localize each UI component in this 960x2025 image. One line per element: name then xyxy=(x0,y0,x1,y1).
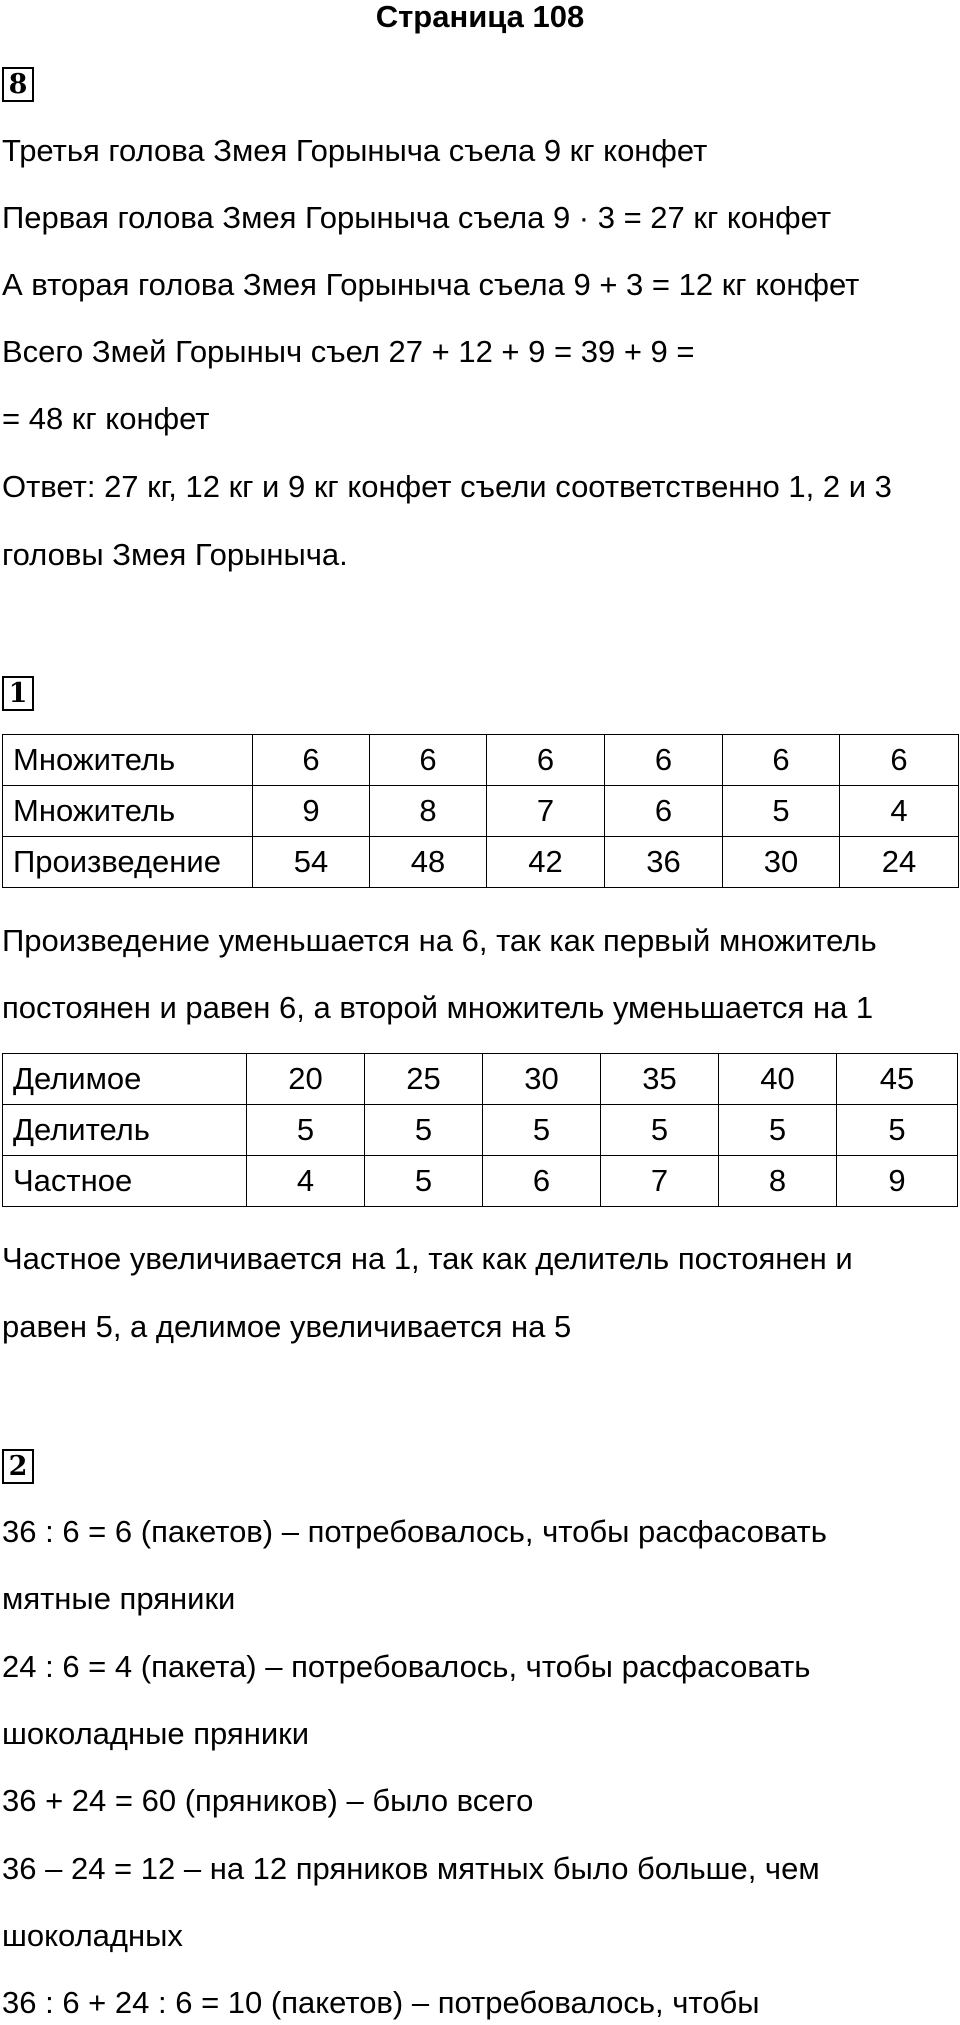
table-cell: 6 xyxy=(723,735,840,786)
task2-line-6: 36 – 24 = 12 – на 12 пряников мятных было больше, чем xyxy=(2,1851,820,1886)
table-cell: 30 xyxy=(723,837,840,888)
table-cell: 30 xyxy=(483,1054,601,1105)
table-cell: 35 xyxy=(601,1054,719,1105)
table-cell: 45 xyxy=(837,1054,958,1105)
table-row xyxy=(3,1156,958,1207)
table-cell: 6 xyxy=(605,786,723,837)
task2-line-4: шоколадные пряники xyxy=(2,1716,310,1751)
task1-explanation-1-line-1: Произведение уменьшается на 6, так как первый множитель xyxy=(2,923,877,958)
page-title: Страница 108 xyxy=(375,0,585,34)
task2-line-5: 36 + 24 = 60 (пряников) – было всего xyxy=(2,1783,534,1818)
task8-line-2: Первая голова Змея Горыныча съела 9 · 3 = 27 кг конфет xyxy=(2,200,832,235)
task8-line-6: Ответ: 27 кг, 12 кг и 9 кг конфет съели соответственно 1, 2 и 3 xyxy=(2,469,892,504)
row-label: Частное xyxy=(3,1156,247,1207)
division-table xyxy=(2,1053,958,1207)
table-row xyxy=(3,1054,958,1105)
table-row xyxy=(3,786,959,837)
task8-line-5: = 48 кг конфет xyxy=(2,401,210,436)
table-cell: 5 xyxy=(247,1105,365,1156)
table-cell: 5 xyxy=(601,1105,719,1156)
table-cell: 6 xyxy=(487,735,605,786)
task-number-2: 2 xyxy=(2,1449,34,1484)
table-cell: 9 xyxy=(837,1156,958,1207)
table-cell: 6 xyxy=(370,735,487,786)
task2-line-8: 36 : 6 + 24 : 6 = 10 (пакетов) – потребовалось, чтобы xyxy=(2,1985,760,2020)
row-label: Произведение xyxy=(3,837,253,888)
task8-line-4: Всего Змей Горыныч съел 27 + 12 + 9 = 39 + 9 = xyxy=(2,334,695,369)
row-label: Делитель xyxy=(3,1105,247,1156)
table-cell: 9 xyxy=(253,786,370,837)
table-cell: 5 xyxy=(837,1105,958,1156)
task8-line-3: А вторая голова Змея Горыныча съела 9 + 3 = 12 кг конфет xyxy=(2,267,860,302)
table-cell: 6 xyxy=(483,1156,601,1207)
table-cell: 25 xyxy=(365,1054,483,1105)
table-row xyxy=(3,837,959,888)
task2-line-1: 36 : 6 = 6 (пакетов) – потребовалось, чтобы расфасовать xyxy=(2,1514,827,1549)
task1-explanation-1-line-2: постоянен и равен 6, а второй множитель уменьшается на 1 xyxy=(2,990,874,1025)
table-cell: 4 xyxy=(247,1156,365,1207)
table-cell: 24 xyxy=(840,837,959,888)
task-number-1: 1 xyxy=(2,676,34,711)
table-cell: 6 xyxy=(605,735,723,786)
table-cell: 20 xyxy=(247,1054,365,1105)
table-cell: 48 xyxy=(370,837,487,888)
table-cell: 6 xyxy=(253,735,370,786)
table-cell: 8 xyxy=(719,1156,837,1207)
task8-line-1: Третья голова Змея Горыныча съела 9 кг конфет xyxy=(2,133,708,168)
table-cell: 5 xyxy=(723,786,840,837)
table-cell: 5 xyxy=(483,1105,601,1156)
row-label: Делимое xyxy=(3,1054,247,1105)
task1-explanation-2-line-2: равен 5, а делимое увеличивается на 5 xyxy=(2,1309,572,1344)
row-label: Множитель xyxy=(3,735,253,786)
table-cell: 54 xyxy=(253,837,370,888)
task-number-8: 8 xyxy=(2,67,34,102)
task2-line-3: 24 : 6 = 4 (пакета) – потребовалось, чтобы расфасовать xyxy=(2,1649,811,1684)
table-cell: 8 xyxy=(370,786,487,837)
table-cell: 7 xyxy=(487,786,605,837)
table-cell: 5 xyxy=(365,1156,483,1207)
multiplication-table xyxy=(2,734,959,888)
table-row xyxy=(3,1105,958,1156)
task1-explanation-2-line-1: Частное увеличивается на 1, так как делитель постоянен и xyxy=(2,1241,853,1276)
row-label: Множитель xyxy=(3,786,253,837)
task2-line-2: мятные пряники xyxy=(2,1581,236,1616)
task8-line-7: головы Змея Горыныча. xyxy=(2,537,348,572)
table-cell: 36 xyxy=(605,837,723,888)
table-cell: 42 xyxy=(487,837,605,888)
table-cell: 7 xyxy=(601,1156,719,1207)
table-cell: 4 xyxy=(840,786,959,837)
table-cell: 6 xyxy=(840,735,959,786)
table-row xyxy=(3,735,959,786)
table-cell: 5 xyxy=(719,1105,837,1156)
task2-line-7: шоколадных xyxy=(2,1918,183,1953)
table-cell: 40 xyxy=(719,1054,837,1105)
table-cell: 5 xyxy=(365,1105,483,1156)
